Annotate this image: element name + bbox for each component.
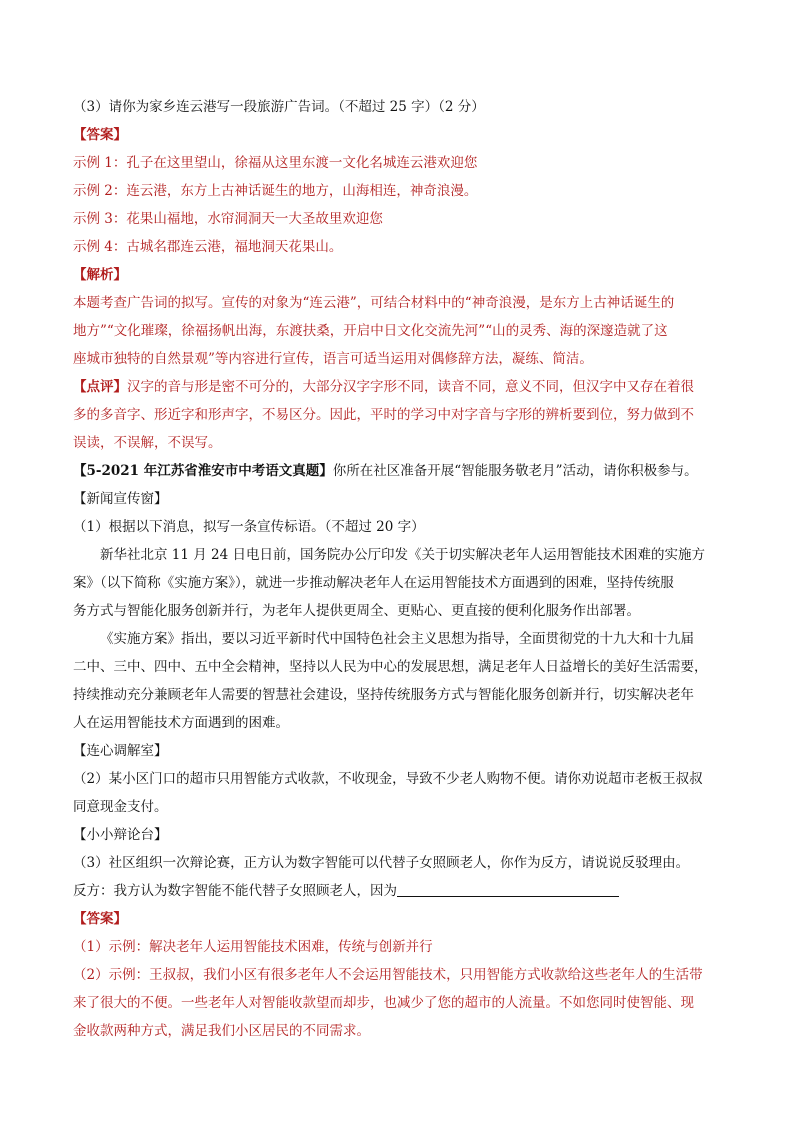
- debate-section-title: 【小小辩论台】: [73, 827, 168, 843]
- content: [73, 93, 728, 1045]
- analysis-line: 地方”“文化璀璨，徐福扬帆出海，东渡扶桑，开启中日文化交流先河”“山的灵秀、海的深邃造就了这: [73, 323, 668, 339]
- question-3-prompt: （3）请你为家乡连云港写一段旅游广告词。（不超过 25 字）（2 分）: [73, 99, 485, 115]
- answer-example-2: 示例 2：连云港，东方上古神话诞生的地方，山海相连，神奇浪漫。: [73, 183, 478, 199]
- news-paragraph-2-line: 二中、三中、四中、五中全会精神，坚持以人民为中心的发展思想，满足老年人日益增长的美好生活需要，: [73, 659, 708, 675]
- answer-example-1: 示例 1：孔子在这里望山，徐福从这里东渡一文化名城连云港欢迎您: [73, 155, 478, 171]
- answer-1: （1）示例：解决老年人运用智能技术困难，传统与创新并行: [73, 939, 433, 955]
- news-paragraph-1-line: 新华社北京 11 月 24 日电日前，国务院办公厅印发《关于切实解决老年人运用智能技术困难的实施方: [100, 547, 706, 563]
- answer-blank: [397, 882, 619, 897]
- analysis-label: 【解析】: [73, 267, 127, 283]
- news-paragraph-1-line: 务方式与智能化服务创新并行，为老年人提供更周全、更贴心、更直接的便利化服务作出部署。: [73, 603, 640, 619]
- comment-line: 【点评】汉字的音与形是密不可分的，大部分汉字字形不同，读音不同，意义不同，但汉字中又存在着很: [73, 379, 694, 395]
- question-5-title: 【5-2021 年江苏省淮安市中考语文真题】: [73, 463, 333, 479]
- comment-line: 误读，不误解，不误写。: [73, 435, 222, 451]
- answer-example-3: 示例 3：花果山福地，水帘洞洞天一大圣故里欢迎您: [73, 211, 383, 227]
- news-section-title: 【新闻宣传窗】: [73, 491, 168, 507]
- question-5-heading: [73, 457, 728, 485]
- answer-label: 【答案】: [73, 911, 127, 927]
- answer-2-line: 金收款两种方式，满足我们小区居民的不同需求。: [73, 1023, 370, 1039]
- news-paragraph-1-line: 案》（以下简称《实施方案》），就进一步推动解决老年人在运用智能技术方面遇到的困难，坚持传统服: [73, 575, 674, 591]
- answer-2-line: （2）示例：王叔叔，我们小区有很多老年人不会运用智能技术，只用智能方式收款给这些老年人的生活带: [73, 967, 703, 983]
- analysis-line: 座城市独特的自然景观”等内容进行宣传，语言可适当运用对偶修辞方法，凝练、简洁。: [73, 351, 593, 367]
- news-paragraph-2-line: 人在运用智能技术方面遇到的困难。: [73, 715, 289, 731]
- question-2-line: 同意现金支付。: [73, 799, 168, 815]
- answer-label: 【答案】: [73, 127, 127, 143]
- news-paragraph-2-line: 持续推动充分兼顾老年人需要的智慧社会建设，坚持传统服务方式与智能化服务创新并行，切实解决老年: [73, 687, 694, 703]
- rebuttal-prefix: 反方：我方认为数字智能不能代替子女照顾老人，因为: [73, 883, 397, 899]
- comment-label: 【点评】: [73, 379, 127, 395]
- question-5-intro: 你所在社区准备开展“智能服务敬老月”活动，请你积极参与。: [332, 463, 698, 479]
- question-2-line: （2）某小区门口的超市只用智能方式收款，不收现金，导致不少老人购物不便。请你劝说超市老板王叔叔: [73, 771, 703, 787]
- news-paragraph-2-line: 《实施方案》指出，要以习近平新时代中国特色社会主义思想为指导，全面贯彻党的十九大和十九届: [100, 631, 694, 647]
- comment-line: 多的多音字、形近字和形声字，不易区分。因此，平时的学习中对字音与字形的辨析要到位，努力做到不: [73, 407, 694, 423]
- analysis-line: 本题考查广告词的拟写。宣传的对象为“连云港”，可结合材料中的“神奇浪漫，是东方上古神话诞生的: [73, 295, 675, 311]
- mediation-section-title: 【连心调解室】: [73, 743, 168, 759]
- question-1-prompt: （1）根据以下消息，拟写一条宣传标语。（不超过 20 字）: [73, 519, 425, 535]
- rebuttal-line: [73, 877, 728, 905]
- answer-example-4: 示例 4：古城名郡连云港，福地洞天花果山。: [73, 239, 343, 255]
- question-3-debate-prompt: （3）社区组织一次辩论赛，正方认为数字智能可以代替子女照顾老人，你作为反方，请说说反驳理由。: [73, 855, 690, 871]
- answer-2-line: 来了很大的不便。一些老年人对智能收款望而却步，也减少了您的超市的人流量。不如您同时使智能、现: [73, 995, 694, 1011]
